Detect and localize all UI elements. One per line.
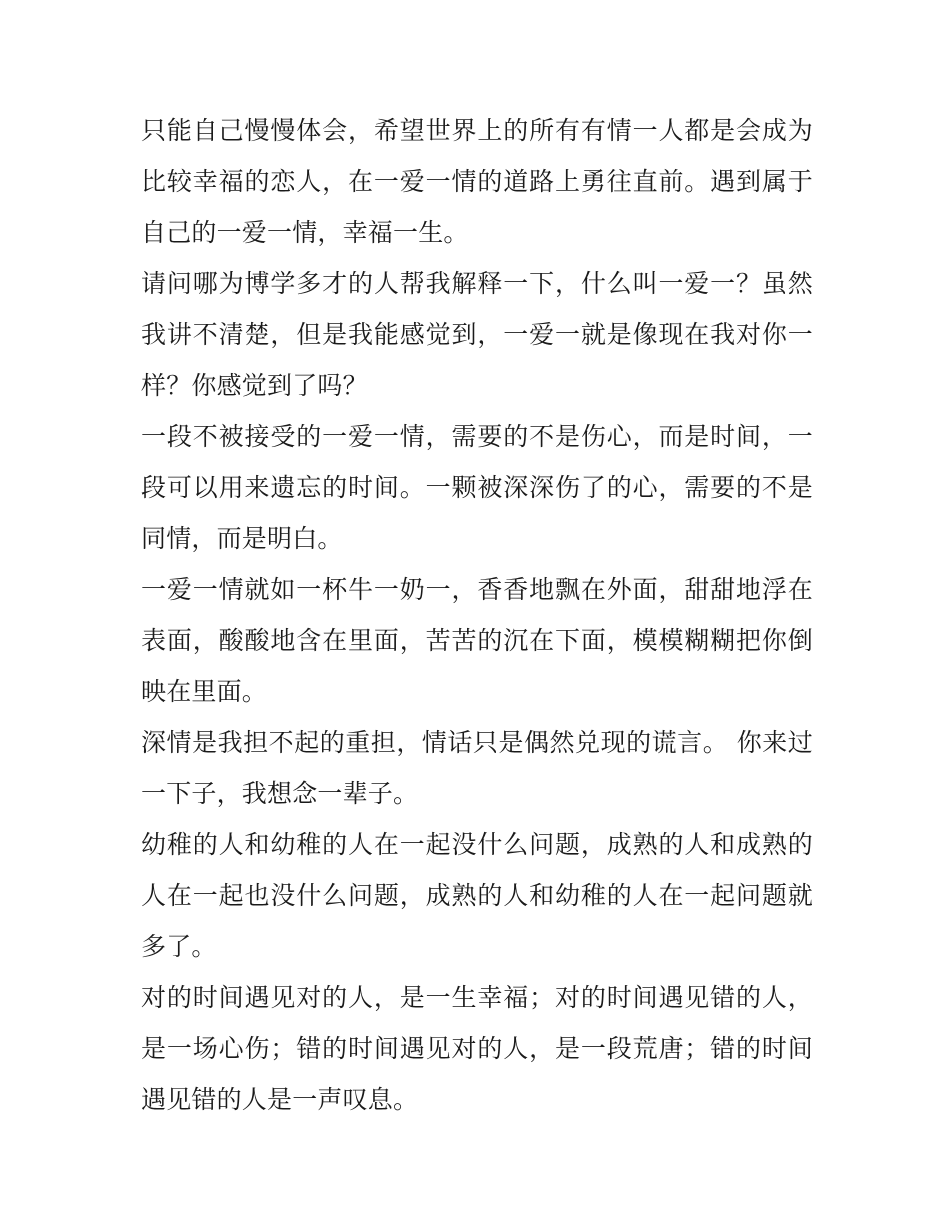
document-body: [141, 105, 813, 1125]
paragraph-4: 一爱一情就如一杯牛一奶一，香香地飘在外面，甜甜地浮在表面，酸酸地含在里面，苦苦的沉在下面，模模糊糊把你倒映在里面。: [141, 575, 813, 706]
paragraph-7: 对的时间遇见对的人，是一生幸福；对的时间遇见错的人，是一场心伤；错的时间遇见对的人，是一段荒唐；错的时间遇见错的人是一声叹息。: [141, 983, 813, 1114]
paragraph-1: 只能自己慢慢体会，希望世界上的所有有情一人都是会成为比较幸福的恋人，在一爱一情的道路上勇往直前。遇到属于自己的一爱一情，幸福一生。: [141, 116, 813, 247]
paragraph-3: 一段不被接受的一爱一情，需要的不是伤心，而是时间，一段可以用来遗忘的时间。一颗被深深伤了的心，需要的不是同情，而是明白。: [141, 422, 813, 553]
paragraph-2: 请问哪为博学多才的人帮我解释一下，什么叫一爱一？虽然我讲不清楚，但是我能感觉到，一爱一就是像现在我对你一样？你感觉到了吗？: [141, 269, 813, 400]
paragraph-5: 深情是我担不起的重担，情话只是偶然兑现的谎言。 你来过一下子，我想念一辈子。: [141, 728, 813, 808]
paragraph-6: 幼稚的人和幼稚的人在一起没什么问题，成熟的人和成熟的人在一起也没什么问题，成熟的人和幼稚的人在一起问题就多了。: [141, 830, 813, 961]
